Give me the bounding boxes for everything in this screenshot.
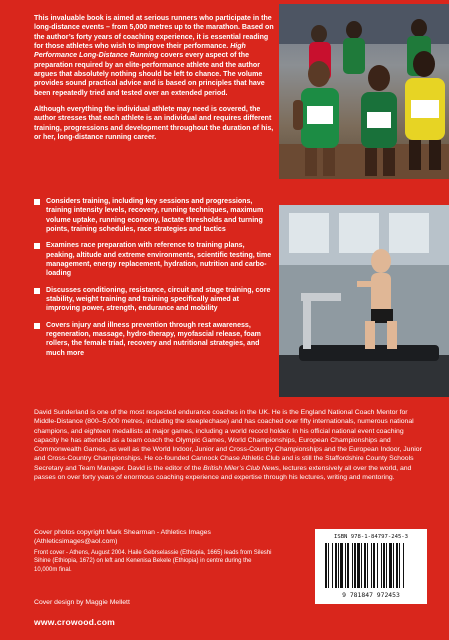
author-bio-text-end: , lectures extensively all over the world, and passes on over forty years of enormous coaching experience and expertise through his lectures, writing and mentoring. — [34, 464, 412, 482]
blurb-paragraph-2: Although everything the individual athlete may need is covered, the author stresses that each athlete is an individual and requires different training, progressions and development throughout the duration of his, or her, long-distance running career. — [34, 106, 274, 142]
bullet-square-icon — [34, 243, 40, 249]
newsletter-title-italic: British Miler’s Club News — [203, 464, 279, 472]
cover-design-credit: Cover design by Maggie Mellett — [34, 599, 130, 606]
barcode-stripe — [352, 543, 353, 588]
list-item — [34, 321, 274, 358]
blurb-paragraph-1 — [34, 14, 274, 98]
ean-digits: 9 781847 972453 — [342, 591, 400, 599]
treadmill-runner-photo — [279, 205, 449, 397]
bullet-square-icon — [34, 323, 40, 329]
barcode-stripe — [383, 543, 385, 588]
list-item — [34, 197, 274, 234]
runners-illustration — [279, 4, 449, 179]
list-item — [34, 286, 274, 314]
list-item-text: Discusses conditioning, resistance, circuit and stage training, core stability, weight training and training specifically aimed at improving power, strength, endurance and mobility — [46, 286, 271, 313]
barcode-stripe — [386, 543, 387, 588]
author-bio-text: David Sunderland is one of the most respected endurance coaches in the UK. He is the England National Coach Mentor for Middle-Distance (800–5,000 metres, including the steeplechase) and has coached over fifty internationals, numerous national champions, and eighteen medallists at major games, including a world record holder. In his official national event coaching capacity he has attended as a team coach the Olympic Games, World Championships, European Championships and Commonwealth Games, as well as the World Indoor, Junior and Cross-Country Championships and the European Indoor, Junior and Cross-Country Championships. He co-founded Cannock Chase Athletic Club and is still the Staffordshire County Schools Secretary and Team Manager. David is the editor of the — [34, 409, 422, 472]
bullet-square-icon — [34, 199, 40, 205]
barcode-stripe — [396, 543, 398, 588]
barcode-stripe — [357, 543, 360, 588]
barcode-stripe — [373, 543, 375, 588]
runners-race-photo — [279, 4, 449, 179]
barcode-stripe — [328, 543, 329, 588]
author-bio — [34, 408, 426, 482]
list-item-text: Covers injury and illness prevention through rest awareness, regeneration, massage, hydro-therapy, myofascial release, foam rollers, the female triad, recovery and nutritional strategies, and much more — [46, 321, 261, 357]
list-item-text: Examines race preparation with reference to training plans, peaking, altitude and extreme environments, scientific testing, time management, energy replacement, hydration, nutrition and carbo-loading — [46, 242, 272, 278]
barcode-stripe — [347, 543, 349, 588]
front-cover-caption: Front cover - Athens, August 2004. Haile Gebrselassie (Ethiopia, 1665) leads from Sileshi Sihine (Ethiopia, 1672) on left and Kenenisa Bekele (Ethiopia) in centre during the 10,000m final. — [34, 549, 272, 573]
barcode-stripe — [389, 543, 392, 588]
barcode-stripe — [381, 543, 382, 588]
list-item — [34, 241, 274, 278]
list-item-text: Considers training, including key sessions and progressions, training intensity levels, recovery, running techniques, maximum volume uptake, running economy, lactate thresholds and turning points, training schedules, race strategies and tactics — [46, 198, 264, 234]
barcode-stripe — [340, 543, 343, 588]
bullet-square-icon — [34, 288, 40, 294]
barcode-stripe — [367, 543, 368, 588]
barcode-stripe — [335, 543, 337, 588]
publisher-url[interactable]: www.crowood.com — [34, 617, 115, 627]
treadmill-illustration — [279, 205, 449, 397]
photo-credits — [34, 528, 274, 574]
barcode-stripe — [345, 543, 346, 588]
blurb-text-body: covers every aspect of the preparation required by an elite-performance athlete and the author argues that absolutely nothing should be left to chance. The volume provides sound practical advice and is based on principles that have been repeatedly tried and tested over an extended period. — [34, 52, 265, 97]
barcode-stripe — [325, 543, 327, 588]
barcode-stripe — [377, 543, 378, 588]
book-blurb — [34, 14, 274, 149]
barcode-stripe — [361, 543, 362, 588]
barcode-stripe — [403, 543, 404, 588]
book-title-italic: High Performance Long-Distance Running — [34, 43, 246, 60]
barcode-stripe — [371, 543, 372, 588]
cover-photos-credit: Cover photos copyright Mark Shearman - Athletics Images (Athleticsimages@aol.com) — [34, 529, 211, 546]
barcode-stripe — [364, 543, 366, 588]
isbn-label: ISBN 978-1-84797-245-3 — [333, 534, 409, 540]
barcode-stripe — [338, 543, 339, 588]
feature-list — [34, 197, 274, 365]
barcode-box — [315, 529, 427, 604]
barcode-stripe — [354, 543, 356, 588]
barcode-stripe — [393, 543, 394, 588]
barcode-icon — [325, 543, 417, 588]
barcode-stripe — [399, 543, 400, 588]
blurb-text-intro: This invaluable book is aimed at serious runners who participate in the long-distance events – from 5,000 metres up to the marathon. Based on the author’s forty years of coaching experience, it is essential reading for those athletes who wish to improve their performance. — [34, 15, 274, 51]
barcode-stripe — [332, 543, 333, 588]
